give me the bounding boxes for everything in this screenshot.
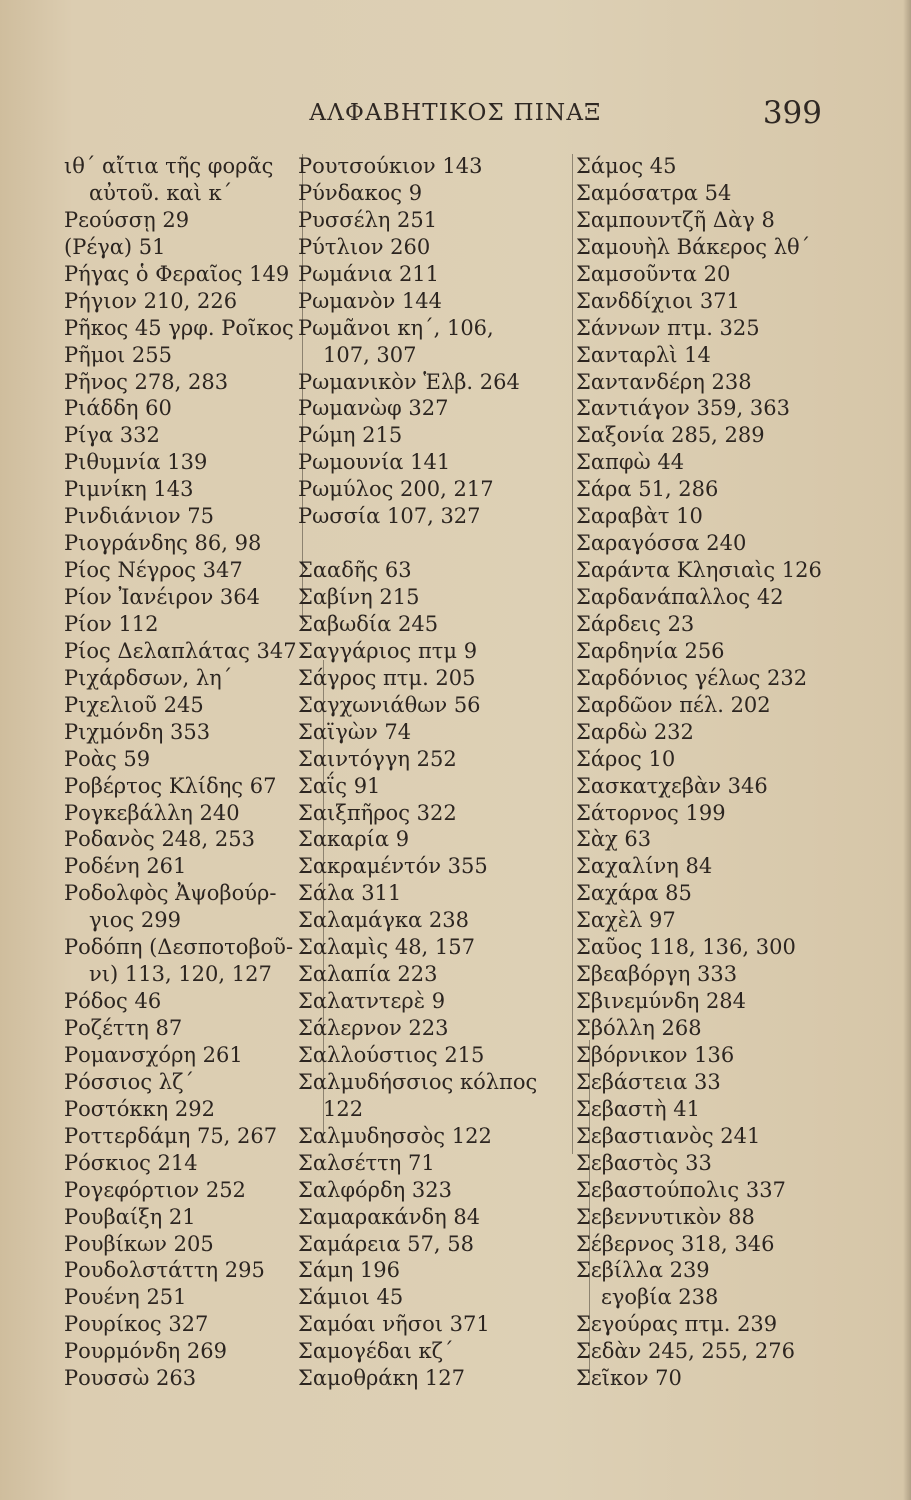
index-entry: Ρόδος 46 bbox=[64, 989, 162, 1014]
index-entry: Σαρδηνία 256 bbox=[576, 638, 725, 663]
index-entry: Ρωμανικὸν Ἑλβ. 264 bbox=[298, 369, 520, 394]
index-entry: Ρογεφόρτιον 252 bbox=[64, 1177, 246, 1202]
index-entry: Σαλαμάγκα 238 bbox=[298, 908, 469, 933]
index-entry: Σαχάρα 85 bbox=[576, 881, 692, 906]
index-entry: Ρινδιάνιον 75 bbox=[64, 504, 214, 529]
index-entry: Σαρδὼ 232 bbox=[576, 719, 694, 744]
index-entry: Ριχελιοῦ 245 bbox=[64, 692, 204, 717]
index-entry: Ρουβίκων 205 bbox=[64, 1231, 214, 1256]
index-entry: Σάλερνον 223 bbox=[298, 1016, 449, 1040]
index-entry: Σαρδανάπαλλος 42 bbox=[576, 585, 784, 609]
index-entry: Ροδόπη (Δεσποτοβοῦ- bbox=[64, 935, 294, 960]
index-entry: Σαχαλίνη 84 bbox=[576, 854, 713, 879]
index-entry: Σαβωδία 245 bbox=[298, 611, 439, 636]
index-entry: Ροττερδάμη 75, 267 bbox=[64, 1123, 278, 1148]
index-entry: Σβόρνικον 136 bbox=[576, 1042, 735, 1067]
index-entry: Σαμαρακάνδη 84 bbox=[298, 1204, 481, 1229]
index-entry: Σαντανδέρη 238 bbox=[576, 369, 752, 394]
index-entry: Ρίος Δελαπλάτας 347 bbox=[64, 638, 297, 663]
index-entry: Σεβεννυτικὸν 88 bbox=[576, 1204, 755, 1229]
index-entry: Ρύνδακος 9 bbox=[298, 180, 423, 205]
index-entry: Σαμουὴλ Βάκερος λθ΄ bbox=[576, 234, 811, 259]
index-entry: Ρωμανὼφ 327 bbox=[298, 396, 449, 421]
index-entry: Ρωμουνία 141 bbox=[298, 450, 451, 475]
index-entry: Σαγχωνιάθων 56 bbox=[298, 692, 481, 717]
index-entry: Σαβίνη 215 bbox=[298, 585, 420, 609]
index-entry: Σάρος 10 bbox=[576, 746, 676, 771]
index-entry: Ρωμᾶνοι κη΄, 106, bbox=[298, 315, 494, 340]
index-entry: Ροὰς 59 bbox=[64, 746, 151, 771]
index-entry: εγοβία 238 bbox=[601, 1285, 719, 1310]
index-entry: Σαντιάγον 359, 363 bbox=[576, 396, 790, 421]
index-entry: Σαραβὰτ 10 bbox=[576, 504, 703, 529]
index-entry: Ρωμύλος 200, 217 bbox=[298, 477, 494, 502]
index-entry: Σεβαστὸς 33 bbox=[576, 1150, 712, 1175]
index-entry: Σὰχ 63 bbox=[576, 827, 652, 852]
index-entry: Ρίγα 332 bbox=[64, 423, 160, 448]
index-entry: Σαλατντερὲ 9 bbox=[298, 989, 446, 1014]
index-entry: Ριθυμνία 139 bbox=[64, 450, 208, 475]
index-entry: Σανταρλὶ 14 bbox=[576, 342, 711, 367]
page-title: ΑΛΦΑΒΗΤΙΚΟΣ ΠΙΝΑΞ bbox=[309, 100, 602, 126]
running-head bbox=[0, 95, 911, 131]
index-entry: Ροδολφὸς Ἀψοβούρ- bbox=[64, 881, 277, 906]
index-entry: Σαΐς 91 bbox=[298, 773, 381, 798]
index-column-2 bbox=[298, 153, 580, 1392]
index-entry: Σαμσοῦντα 20 bbox=[576, 261, 731, 286]
index-entry: Σάτορνος 199 bbox=[576, 800, 726, 825]
index-entry: Σαλλούστιος 215 bbox=[298, 1042, 485, 1067]
index-entry: Σαλμυδησσὸς 122 bbox=[298, 1123, 492, 1148]
index-entry: Σεβάστεια 33 bbox=[576, 1069, 721, 1094]
index-entry: Σαμάρεια 57, 58 bbox=[298, 1231, 474, 1256]
index-entry: Σαμοθράκη 127 bbox=[298, 1366, 465, 1391]
index-entry: Ροζέττη 87 bbox=[64, 1016, 183, 1040]
index-entry: 107, 307 bbox=[323, 342, 417, 367]
index-entry: Σαμογέδαι κζ΄ bbox=[298, 1339, 454, 1364]
index-entry: Σαλαμὶς 48, 157 bbox=[298, 935, 475, 960]
index-entry: Ρογκεβάλλη 240 bbox=[64, 800, 240, 825]
index-entry: 122 bbox=[323, 1096, 364, 1121]
index-entry: Σεβαστὴ 41 bbox=[576, 1096, 700, 1121]
index-entry: Σασκατχεβὰν 346 bbox=[576, 773, 768, 798]
page-number: 399 bbox=[762, 95, 822, 131]
index-entry: Ρουρίκος 327 bbox=[64, 1312, 209, 1337]
index-entry: Σαξονία 285, 289 bbox=[576, 423, 765, 448]
index-entry: Σαράντα Κλησιαὶς 126 bbox=[576, 558, 822, 583]
index-entry: Σάλα 311 bbox=[298, 881, 402, 906]
index-entry: Σάμη 196 bbox=[298, 1258, 401, 1283]
index-entry: Ριχάρδσων, λη΄ bbox=[64, 665, 233, 690]
index-entry: Σαιξπῆρος 322 bbox=[298, 800, 457, 825]
index-entry: Ρωμανὸν 144 bbox=[298, 288, 443, 313]
index-entry: Σανδδίχιοι 371 bbox=[576, 288, 740, 313]
index-entry: Ρωμάνια 211 bbox=[298, 261, 440, 286]
index-column-3 bbox=[576, 153, 866, 1392]
index-entry: Ρίον 112 bbox=[64, 611, 159, 636]
index-entry: Σακαρία 9 bbox=[298, 827, 410, 852]
index-entry: Ροδένη 261 bbox=[64, 854, 187, 879]
index-entry: Σεῖκον 70 bbox=[576, 1366, 682, 1391]
index-entry: Ρυσσέλη 251 bbox=[298, 207, 438, 232]
index-entry: Ρωσσία 107, 327 bbox=[298, 504, 481, 529]
index-entry: Ρουτσούκιον 143 bbox=[298, 154, 483, 178]
index-entry: Ρῆνος 278, 283 bbox=[64, 369, 229, 394]
index-entry: Ρύτλιον 260 bbox=[298, 234, 431, 259]
index-entry: Ρουδολστάττη 295 bbox=[64, 1258, 265, 1283]
index-entry: Σβόλλη 268 bbox=[576, 1016, 702, 1040]
index-entry: Σέβερνος 318, 346 bbox=[576, 1231, 775, 1256]
index-entry bbox=[298, 530, 580, 557]
index-entry: Σεβαστούπολις 337 bbox=[576, 1177, 786, 1202]
index-entry: Σακραμέντόν 355 bbox=[298, 854, 488, 879]
index-entry: Σαλαπία 223 bbox=[298, 962, 438, 987]
index-entry: Σάμος 45 bbox=[576, 154, 677, 178]
index-entry: Σαμόσατρα 54 bbox=[576, 180, 732, 205]
index-entry: Ρήγας ὁ Φεραῖος 149 bbox=[64, 261, 290, 286]
index-entry: Ριογράνδης 86, 98 bbox=[64, 531, 262, 556]
index-entry: Σαρδόνιος γέλως 232 bbox=[576, 665, 808, 690]
index-entry: Ρόσσιος λζ΄ bbox=[64, 1069, 194, 1094]
index-entry: Ρώμη 215 bbox=[298, 423, 403, 448]
index-entry: Ρουρμόνδη 269 bbox=[64, 1339, 227, 1364]
index-entry: Σβεαβόργη 333 bbox=[576, 962, 738, 987]
index-entry: Σαχὲλ 97 bbox=[576, 908, 676, 933]
index-entry: γιος 299 bbox=[89, 908, 181, 933]
index-entry: Ριχμόνδη 353 bbox=[64, 719, 211, 744]
index-entry: Ρῆμοι 255 bbox=[64, 342, 172, 367]
index-entry: Σαγγάριος πτμ 9 bbox=[298, 638, 478, 663]
index-entry: Σαῦος 118, 136, 300 bbox=[576, 935, 796, 960]
index-entry: Σαπφὼ 44 bbox=[576, 450, 685, 475]
index-entry: Σεβαστιανὸς 241 bbox=[576, 1123, 761, 1148]
index-entry: Ρουένη 251 bbox=[64, 1285, 187, 1310]
index-entry: Ρῆκος 45 γρφ. Ροῖκος bbox=[64, 315, 294, 340]
index-entry: Σαϊγὼν 74 bbox=[298, 719, 412, 744]
index-entry: Ρόσκιος 214 bbox=[64, 1150, 198, 1175]
index-entry: Ριμνίκη 143 bbox=[64, 477, 194, 502]
index-entry: Σααδῆς 63 bbox=[298, 558, 412, 583]
index-entry: Ρομανσχόρη 261 bbox=[64, 1042, 243, 1067]
index-entry: Σάρα 51, 286 bbox=[576, 477, 719, 502]
index-entry: Σαμόαι νῆσοι 371 bbox=[298, 1312, 490, 1337]
index-entry: Ρουσσὼ 263 bbox=[64, 1366, 197, 1391]
index-entry: Ρίος Νέγρος 347 bbox=[64, 558, 243, 583]
index-entry: Ρουβαίξη 21 bbox=[64, 1204, 196, 1229]
index-entry: αὐτοῦ. καὶ κ΄ bbox=[89, 180, 233, 205]
index-entry: Σάμιοι 45 bbox=[298, 1285, 404, 1310]
index-entry: Ρίον Ἰανέιρον 364 bbox=[64, 585, 260, 609]
index-entry: Σαλφόρδη 323 bbox=[298, 1177, 453, 1202]
index-entry: Ροδανὸς 248, 253 bbox=[64, 827, 255, 852]
index-entry: Ρεούσσῃ 29 bbox=[64, 207, 190, 232]
index-entry: (Ρέγα) 51 bbox=[64, 234, 166, 259]
index-entry: Σαλμυδήσσιος κόλπος bbox=[298, 1069, 538, 1094]
index-entry: Σαρδῶον πέλ. 202 bbox=[576, 692, 771, 717]
index-entry: Σεδὰν 245, 255, 276 bbox=[576, 1339, 795, 1364]
index-entry: νι) 113, 120, 127 bbox=[89, 962, 272, 987]
index-entry: Σαιντόγγη 252 bbox=[298, 746, 457, 771]
index-entry: Σαμπουντζῆ Δὰγ 8 bbox=[576, 207, 775, 232]
index-entry: Σβινεμύνδη 284 bbox=[576, 989, 747, 1014]
index-entry: Ροβέρτος Κλίδης 67 bbox=[64, 773, 277, 798]
index-entry: Σαλσέττη 71 bbox=[298, 1150, 435, 1175]
index-entry: Σάγρος πτμ. 205 bbox=[298, 665, 476, 690]
index-entry: Σεγούρας πτμ. 239 bbox=[576, 1312, 778, 1337]
index-column-1 bbox=[64, 153, 314, 1392]
index-entry: Σάρδεις 23 bbox=[576, 611, 695, 636]
index-entry: Ρήγιον 210, 226 bbox=[64, 288, 238, 313]
index-entry: Σαραγόσσα 240 bbox=[576, 531, 747, 556]
index-entry: Σεβίλλα 239 bbox=[576, 1258, 710, 1283]
index-entry: ιθ΄ αἴτια τῆς φορᾶς bbox=[64, 154, 274, 178]
index-entry: Σάννων πτμ. 325 bbox=[576, 315, 760, 340]
index-entry: Ροστόκκη 292 bbox=[64, 1096, 215, 1121]
index-entry: Ριάδδη 60 bbox=[64, 396, 172, 421]
